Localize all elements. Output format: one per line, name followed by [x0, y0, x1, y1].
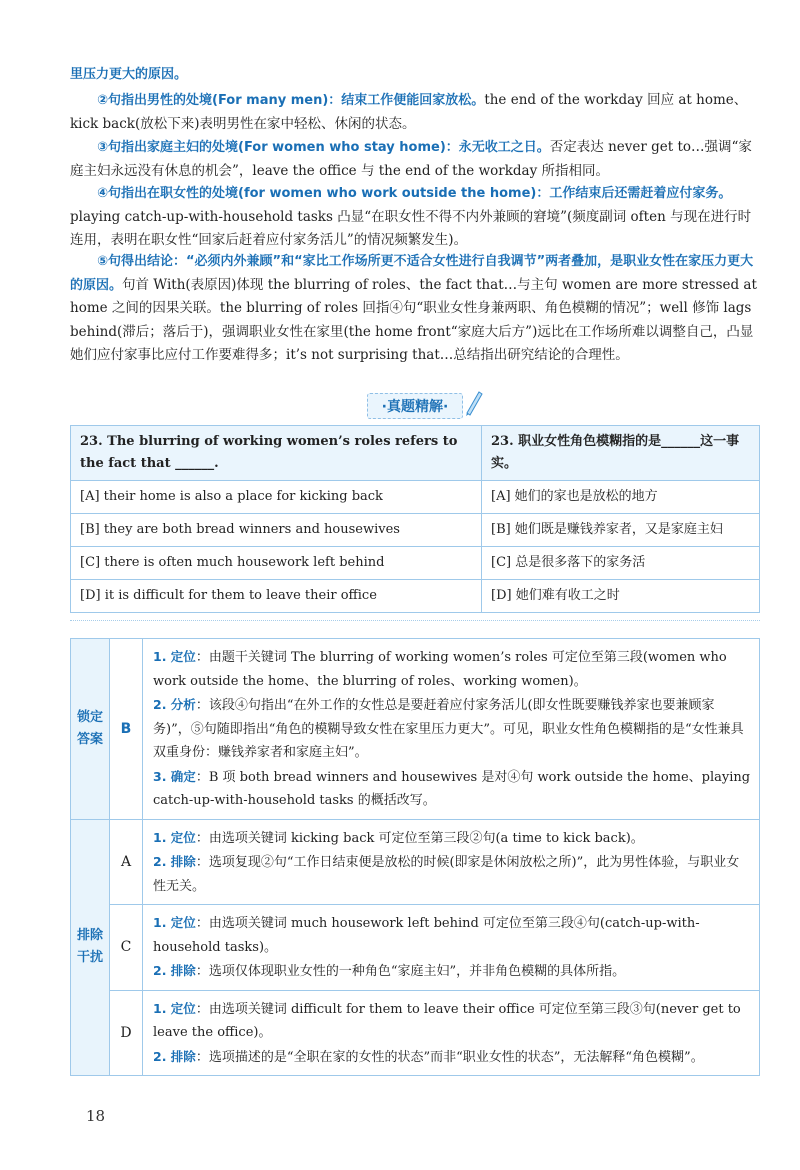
question-stem-en: 23. The blurring of working women’s roles refers to the fact that ______. [71, 426, 482, 481]
exclude-letter: D [110, 990, 143, 1076]
option-cn: [D] 她们难有收工之时 [482, 580, 760, 613]
answer-letter: B [110, 639, 143, 820]
option-row-d [71, 580, 760, 613]
lock-answer-label: 锁定答案 [71, 639, 110, 820]
answer-table [70, 638, 760, 1076]
analysis-paragraph-2: ③句指出家庭主妇的处境(For women who stay home)：永无收工之日。否定表达 never get to…强调“家庭主妇永远没有休息的机会”，leave the office 与 the end of the workday 所指相同。 [70, 139, 752, 179]
exclude-label: 排除干扰 [71, 819, 110, 1076]
option-cn: [C] 总是很多落下的家务活 [482, 547, 760, 580]
question-stem-row [71, 426, 760, 481]
section-title: ·真题精解· [381, 399, 449, 415]
pen-icon [464, 388, 484, 416]
exclude-letter: C [110, 905, 143, 991]
option-row-c [71, 547, 760, 580]
option-en: [C] there is often much housework left behind [71, 547, 482, 580]
exclude-row-a [71, 819, 760, 905]
analysis-paragraph-3: ④句指出在职女性的处境(for women who work outside the home)：工作结束后还需赶着应付家务。playing catch-up-with-household tasks 凸显“在职女性不得不内外兼顾的窘境”(频度副词 often 与现在进行时连用，表明在职女性“回家后赶着应付家务活儿”的情况频繁发生)。 [70, 186, 752, 248]
option-en: [A] their home is also a place for kicking back [71, 481, 482, 514]
option-row-b [71, 514, 760, 547]
option-cn: [A] 她们的家也是放松的地方 [482, 481, 760, 514]
exclude-text: 1. 定位：由选项关键词 kicking back 可定位至第三段②句(a time to kick back)。 2. 排除：选项复现②句“工作日结束便是放松的时候(即家是休闲放松之所)”，此为男性体验，与职业女性无关。 [143, 819, 760, 905]
exclude-row-c [71, 905, 760, 991]
lock-answer-text: 1. 定位：由题干关键词 The blurring of working women’s roles 可定位至第三段(women who work outside the home、the blurring of roles、working women)。 2. 分析：该段④句指出“在外工作的女性总是要赶着应付家务活儿(即女性既要赚钱养家也要兼顾家务)”，⑤句随即指出“角色的模糊导致女性在家里压力更大”。可见，职业女性角色模糊指的是“女性兼具双重身份：赚钱养家者和家庭主妇”。 3. 确定：B 项 both bread winners and housewives 是对④句 work outside the home、playing catch-up-with-household tasks 的概括改写。 [143, 639, 760, 820]
analysis-paragraph-1: ②句指出男性的处境(For many men)：结束工作便能回家放松。the end of the workday 回应 at home、kick back(放松下来)表明男性在家中轻松、休闲的状态。 [70, 92, 748, 132]
exclude-row-d [71, 990, 760, 1076]
section-banner [70, 393, 760, 419]
exclude-text: 1. 定位：由选项关键词 difficult for them to leave their office 可定位至第三段③句(never get to leave the office)。 2. 排除：选项描述的是“全职在家的女性的状态”而非“职业女性的状态”，无法解释“角色模糊”。 [143, 990, 760, 1076]
option-en: [B] they are both bread winners and housewives [71, 514, 482, 547]
analysis-paragraph-4: ⑤句得出结论：“必须内外兼顾”和“家比工作场所更不适合女性进行自我调节”两者叠加，是职业女性在家压力更大的原因。句首 With(表原因)体现 the blurring of roles、the fact that…与主句 women are more stressed at home 之间的因果关联。the blurring of roles 回指④句“职业女性身兼两职、角色模糊的情况”；well 修饰 lags behind(滞后；落后于)，强调职业女性在家里(the home front“家庭大后方”)远比在工作场所难以调整自己，凸显她们应付家事比应付工作要难得多；it’s not surprising that…总结指出研究结论的合理性。 [70, 254, 757, 363]
divider [70, 620, 760, 621]
page-number: 18 [86, 1107, 106, 1125]
exclude-text: 1. 定位：由选项关键词 much housework left behind 可定位至第三段④句(catch-up-with-household tasks)。 2. 排除：选项仅体现职业女性的一种角色“家庭主妇”，并非角色模糊的具体所指。 [143, 905, 760, 991]
question-stem-cn: 23. 职业女性角色模糊指的是______这一事实。 [482, 426, 760, 481]
option-row-a [71, 481, 760, 514]
option-en: [D] it is difficult for them to leave their office [71, 580, 482, 613]
exclude-letter: A [110, 819, 143, 905]
analysis-paragraph-0: 里压力更大的原因。 [70, 67, 188, 82]
lock-answer-row [71, 639, 760, 820]
question-table [70, 425, 760, 613]
option-cn: [B] 她们既是赚钱养家者，又是家庭主妇 [482, 514, 760, 547]
